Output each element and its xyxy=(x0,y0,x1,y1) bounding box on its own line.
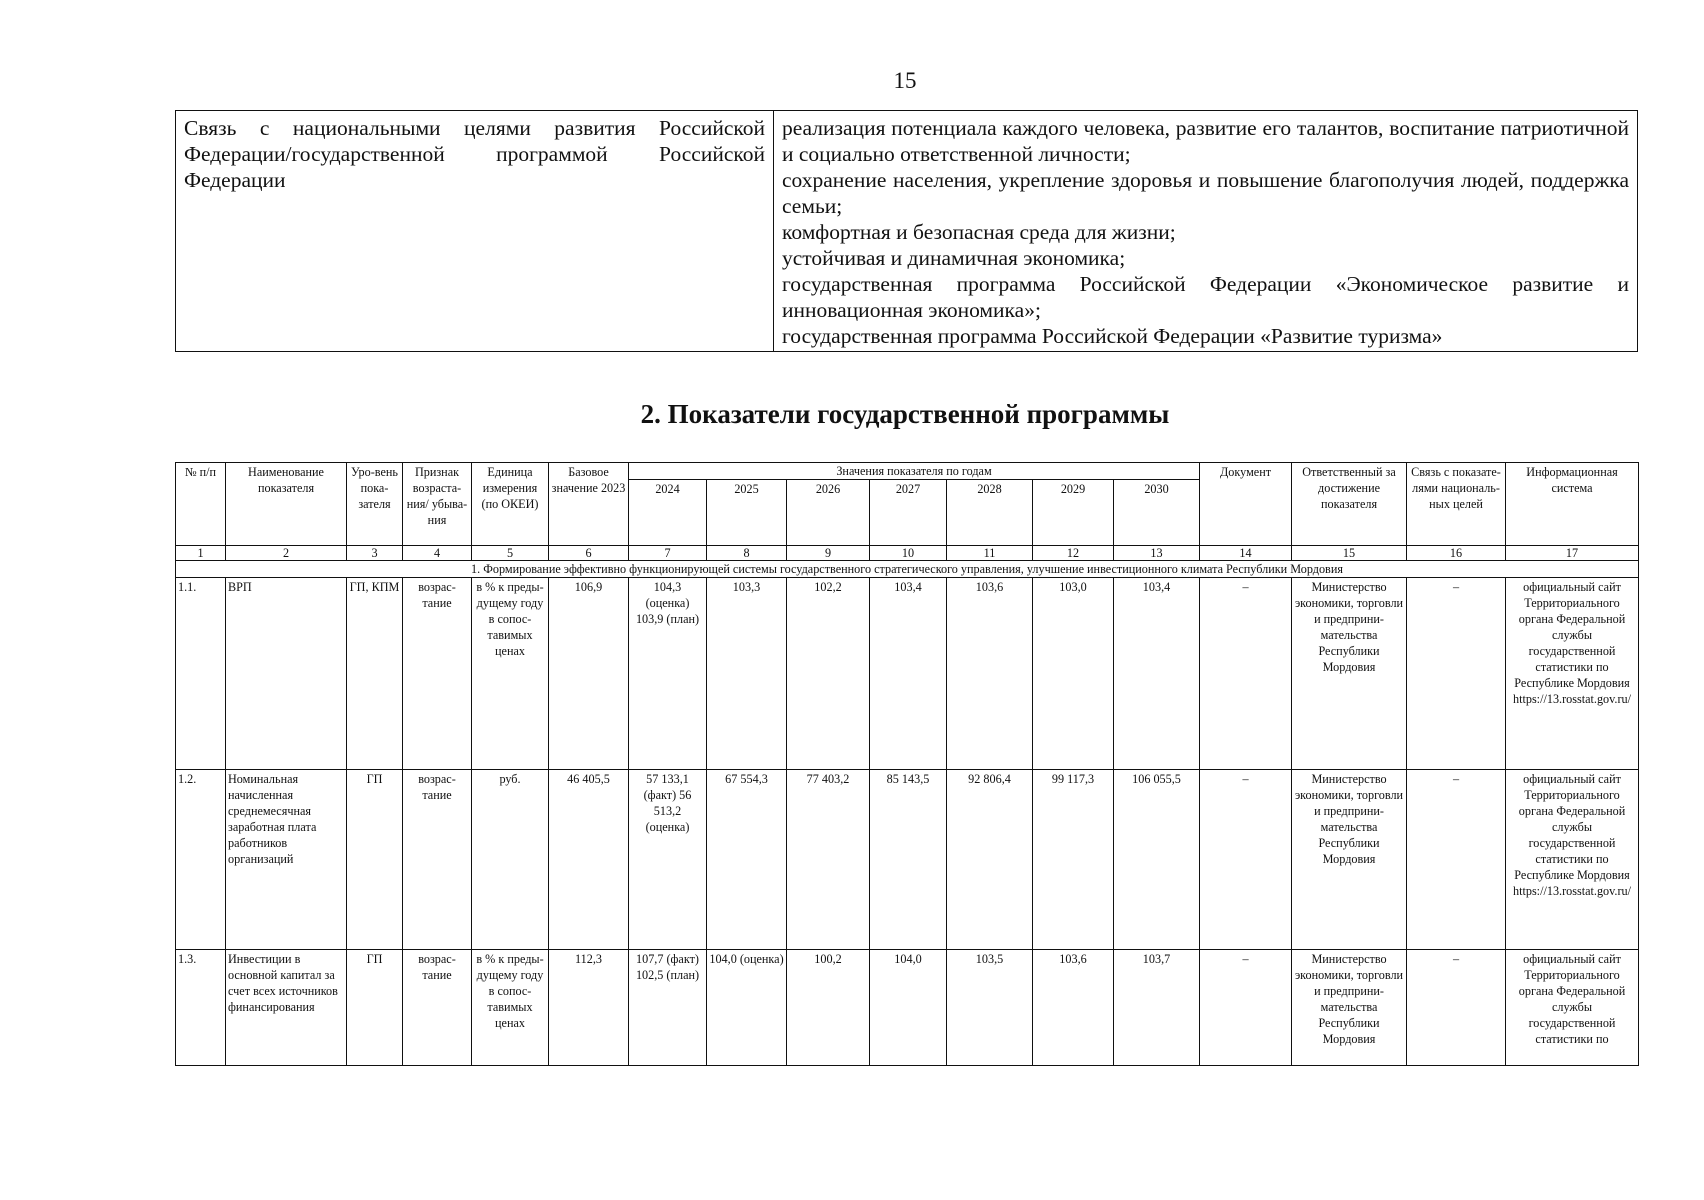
cell-document: – xyxy=(1200,950,1292,1066)
cell-base: 106,9 xyxy=(549,578,629,770)
column-number: 9 xyxy=(787,546,870,561)
column-numbers-row xyxy=(176,546,1639,561)
header-link: Связь с показате-лями националь-ных целей xyxy=(1407,463,1506,546)
header-responsible: Ответственный за достижение показателя xyxy=(1292,463,1407,546)
national-goals-list xyxy=(774,111,1638,352)
national-goals-table xyxy=(175,110,1638,352)
cell-responsible: Министерство экономики, торговли и предприни-мательства Республики Мордовия xyxy=(1292,578,1407,770)
column-number: 13 xyxy=(1114,546,1200,561)
cell-2028: 103,5 xyxy=(947,950,1033,1066)
header-year: 2027 xyxy=(870,480,947,546)
header-level: Уро-вень пока-зателя xyxy=(347,463,403,546)
cell-base: 112,3 xyxy=(549,950,629,1066)
cell-2030: 106 055,5 xyxy=(1114,770,1200,950)
cell-info-system: официальный сайт Территориального органа Федеральной службы государственной статистики по Республике Мордовия https://13.rosstat.gov.ru/ xyxy=(1506,578,1639,770)
cell-sign: возрас-тание xyxy=(403,770,472,950)
header-sign: Признак возраста-ния/ убыва-ния xyxy=(403,463,472,546)
cell-2024: 107,7 (факт) 102,5 (план) xyxy=(629,950,707,1066)
header-num: № п/п xyxy=(176,463,226,546)
cell-2024: 57 133,1 (факт) 56 513,2 (оценка) xyxy=(629,770,707,950)
column-number: 8 xyxy=(707,546,787,561)
cell-info-system: официальный сайт Территориального органа Федеральной службы государственной статистики по Республике Мордовия https://13.rosstat.gov.ru/ xyxy=(1506,770,1639,950)
national-goals-label: Связь с национальными целями развития Российской Федерации/государственной программой Российской Федерации xyxy=(176,111,774,352)
header-year: 2028 xyxy=(947,480,1033,546)
section-title: 2. Показатели государственной программы xyxy=(640,399,1170,429)
header-name: Наименование показателя xyxy=(226,463,347,546)
column-number: 5 xyxy=(472,546,549,561)
cell-base: 46 405,5 xyxy=(549,770,629,950)
national-goal-item: комфортная и безопасная среда для жизни; xyxy=(782,220,1176,244)
cell-document: – xyxy=(1200,578,1292,770)
header-year: 2025 xyxy=(707,480,787,546)
cell-2027: 85 143,5 xyxy=(870,770,947,950)
cell-2029: 99 117,3 xyxy=(1033,770,1114,950)
column-number: 12 xyxy=(1033,546,1114,561)
column-number: 4 xyxy=(403,546,472,561)
page-number: 15 xyxy=(893,68,917,93)
cell-2027: 104,0 xyxy=(870,950,947,1066)
header-base: Базовое значение 2023 xyxy=(549,463,629,546)
cell-2026: 102,2 xyxy=(787,578,870,770)
cell-2025: 67 554,3 xyxy=(707,770,787,950)
cell-2026: 77 403,2 xyxy=(787,770,870,950)
column-number: 1 xyxy=(176,546,226,561)
cell-link: – xyxy=(1407,578,1506,770)
header-unit: Единица измерения (по ОКЕИ) xyxy=(472,463,549,546)
cell-2025: 103,3 xyxy=(707,578,787,770)
cell-2024: 104,3 (оценка) 103,9 (план) xyxy=(629,578,707,770)
header-years-group: Значения показателя по годам xyxy=(629,463,1200,480)
national-goals-row xyxy=(176,111,1638,352)
header-info-system: Информационная система xyxy=(1506,463,1639,546)
cell-name: Номинальная начисленная среднемесячная заработная плата работников организаций xyxy=(226,770,347,950)
cell-num: 1.1. xyxy=(176,578,226,770)
column-number: 10 xyxy=(870,546,947,561)
national-goal-item: устойчивая и динамичная экономика; xyxy=(782,246,1126,270)
cell-2026: 100,2 xyxy=(787,950,870,1066)
header-year: 2030 xyxy=(1114,480,1200,546)
column-number: 7 xyxy=(629,546,707,561)
header-document: Документ xyxy=(1200,463,1292,546)
cell-2027: 103,4 xyxy=(870,578,947,770)
column-number: 6 xyxy=(549,546,629,561)
cell-2029: 103,0 xyxy=(1033,578,1114,770)
national-goal-item: реализация потенциала каждого человека, развитие его талантов, воспитание патриотичной и социально ответственной личности; xyxy=(782,116,1629,166)
cell-link: – xyxy=(1407,950,1506,1066)
column-number: 2 xyxy=(226,546,347,561)
cell-num: 1.2. xyxy=(176,770,226,950)
header-year: 2026 xyxy=(787,480,870,546)
cell-responsible: Министерство экономики, торговли и предприни-мательства Республики Мордовия xyxy=(1292,770,1407,950)
cell-link: – xyxy=(1407,770,1506,950)
cell-info-system: официальный сайт Территориального органа Федеральной службы государственной статистики по xyxy=(1506,950,1639,1066)
column-number: 16 xyxy=(1407,546,1506,561)
header-year: 2029 xyxy=(1033,480,1114,546)
indicators-table xyxy=(175,462,1639,1066)
column-number: 3 xyxy=(347,546,403,561)
header-row xyxy=(176,463,1639,480)
national-goal-item: сохранение населения, укрепление здоровья и повышение благополучия людей, поддержка семьи; xyxy=(782,168,1629,218)
cell-responsible: Министерство экономики, торговли и предприни-мательства Республики Мордовия xyxy=(1292,950,1407,1066)
table-row xyxy=(176,578,1639,770)
cell-2030: 103,4 xyxy=(1114,578,1200,770)
cell-2028: 92 806,4 xyxy=(947,770,1033,950)
cell-2030: 103,7 xyxy=(1114,950,1200,1066)
national-goal-item: государственная программа Российской Федерации «Экономическое развитие и инновационная экономика»; xyxy=(782,272,1629,322)
cell-unit: в % к преды-дущему году в сопос-тавимых ценах xyxy=(472,950,549,1066)
section-heading: 1. Формирование эффективно функционирующей системы государственного стратегического управления, улучшение инвестиционного климата Республики Мордовия xyxy=(176,561,1639,578)
section-heading-row xyxy=(176,561,1639,578)
column-number: 17 xyxy=(1506,546,1639,561)
column-number: 11 xyxy=(947,546,1033,561)
cell-sign: возрас-тание xyxy=(403,578,472,770)
header-year: 2024 xyxy=(629,480,707,546)
column-number: 15 xyxy=(1292,546,1407,561)
cell-2025: 104,0 (оценка) xyxy=(707,950,787,1066)
cell-sign: возрас-тание xyxy=(403,950,472,1066)
cell-unit: руб. xyxy=(472,770,549,950)
cell-level: ГП xyxy=(347,770,403,950)
national-goal-item: государственная программа Российской Федерации «Развитие туризма» xyxy=(782,324,1443,348)
cell-2028: 103,6 xyxy=(947,578,1033,770)
cell-level: ГП, КПМ xyxy=(347,578,403,770)
cell-name: Инвестиции в основной капитал за счет всех источников финансирования xyxy=(226,950,347,1066)
cell-document: – xyxy=(1200,770,1292,950)
cell-unit: в % к преды-дущему году в сопос-тавимых ценах xyxy=(472,578,549,770)
table-row xyxy=(176,950,1639,1066)
cell-2029: 103,6 xyxy=(1033,950,1114,1066)
cell-num: 1.3. xyxy=(176,950,226,1066)
cell-name: ВРП xyxy=(226,578,347,770)
column-number: 14 xyxy=(1200,546,1292,561)
table-row xyxy=(176,770,1639,950)
cell-level: ГП xyxy=(347,950,403,1066)
